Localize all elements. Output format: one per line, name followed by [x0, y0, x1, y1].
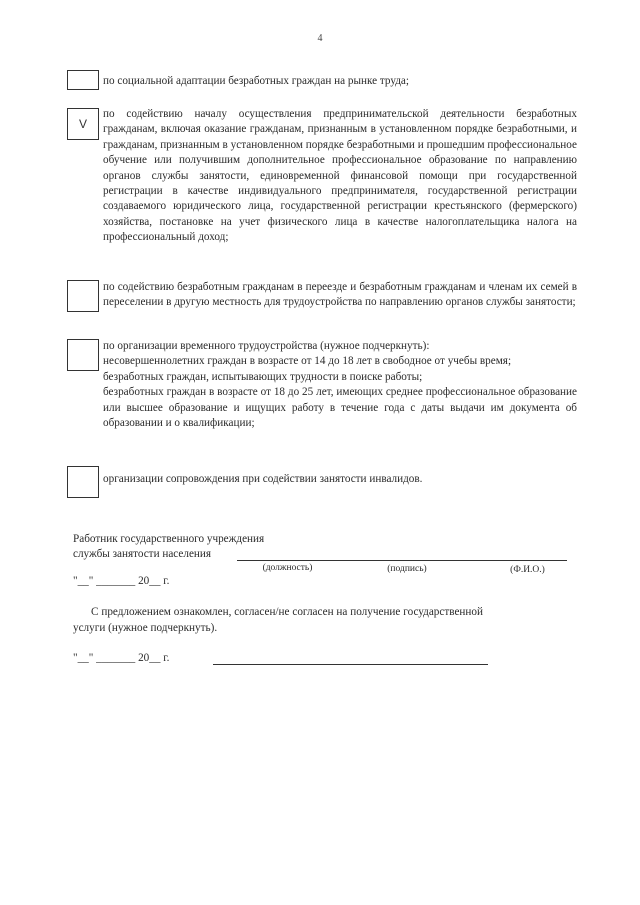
caption-signature: (подпись)	[387, 564, 427, 574]
option-text: по социальной адаптации безработных граждан на рынке труда;	[103, 75, 409, 87]
option-disabled-support	[67, 466, 577, 498]
consent-signature-line[interactable]	[213, 664, 488, 665]
option-subitem: безработных граждан, испытывающих трудности в поиске работы;	[103, 370, 423, 383]
option-checkbox[interactable]	[67, 280, 99, 312]
option-checkbox[interactable]: V	[67, 108, 99, 140]
option-subitem: несовершеннолетних граждан в возрасте от 14 до 18 лет в свободное от учебы время;	[103, 355, 512, 368]
option-relocation-support	[67, 280, 577, 325]
option-checkbox[interactable]	[67, 70, 99, 90]
consent-text: С предложением ознакомлен, согласен/не согласен на получение государственной услуги (нужное подчеркнуть).	[73, 606, 483, 634]
page-number: 4	[317, 33, 323, 44]
employee-signature-block	[73, 532, 264, 562]
option-entrepreneurship-support	[67, 107, 577, 257]
caption-position: (должность)	[262, 563, 313, 573]
consent-date-line[interactable]: "__" _______ 20__ г.	[73, 652, 170, 664]
option-subitem: безработных граждан в возрасте от 18 до 25 лет, имеющих среднее профессиональное образование или высшее образование и ищущих работу в течение года с даты выдачи им документа об образовании и о квалификации;	[103, 386, 577, 430]
employee-title-line1: Работник государственного учреждения	[73, 533, 265, 545]
option-text: организации сопровождения при содействии занятости инвалидов.	[103, 473, 423, 485]
option-text: по организации временного трудоустройства (нужное подчеркнуть):	[103, 340, 430, 352]
caption-name: (Ф.И.О.)	[510, 565, 545, 575]
consent-statement	[73, 605, 483, 636]
employee-date-line[interactable]: "__" _______ 20__ г.	[73, 575, 170, 587]
signature-fill-line[interactable]	[237, 560, 567, 561]
employee-title-line2: службы занятости населения	[73, 548, 212, 560]
option-checkbox[interactable]	[67, 339, 99, 371]
option-text: по содействию началу осуществления предпринимательской деятельности безработных гражданам, включая оказание гражданам, признанным в установленном порядке безработными, и гражданам, признанным в установленном порядке безработными и прошедшим профессиональное обучение или получившим дополнительное профессиональное образование по направлению органов службы занятости, единовременной финансовой помощи при государственной регистрации в качестве индивидуального предпринимателя, государственной регистрации создаваемого юридического лица, государственной регистрации крестьянского (фермерского) хозяйства, постановке на учет физического лица в качестве налогоплательщика налога на профессиональный доход;	[103, 108, 577, 244]
option-text: по содействию безработным гражданам в переезде и безработным гражданам и членам их семей в переселении в другую местность для трудоустройства по направлению органов службы занятости;	[103, 281, 577, 309]
option-social-adaptation	[67, 70, 577, 90]
option-checkbox[interactable]	[67, 466, 99, 498]
option-temporary-employment	[67, 339, 577, 454]
